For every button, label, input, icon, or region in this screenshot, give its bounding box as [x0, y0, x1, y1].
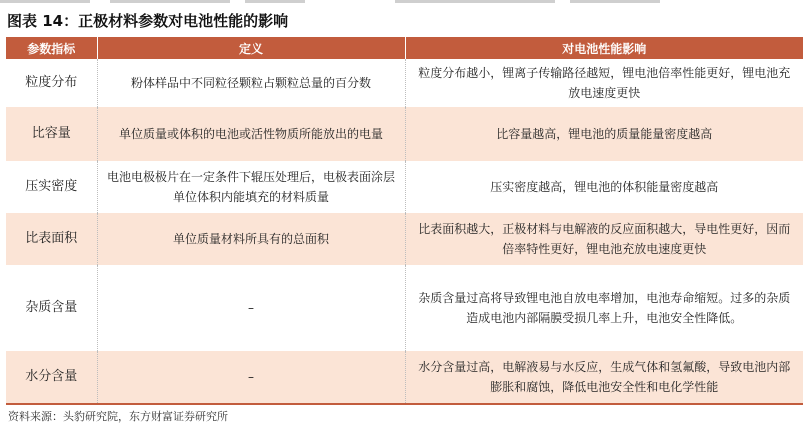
definition-cell: 单位质量材料所具有的总面积: [97, 213, 405, 265]
param-cell: 水分含量: [6, 351, 97, 404]
table-header-row: [6, 37, 803, 59]
param-cell: 粒度分布: [6, 59, 97, 107]
param-table: [6, 37, 803, 405]
table-row: [6, 59, 803, 107]
definition-cell: –: [97, 351, 405, 404]
header-param: 参数指标: [6, 37, 97, 59]
cropped-top-strip: [0, 0, 809, 6]
param-cell: 压实密度: [6, 161, 97, 213]
definition-cell: 粉体样品中不同粒径颗粒占颗粒总量的百分数: [97, 59, 405, 107]
impact-cell: 杂质含量过高将导致锂电池自放电率增加，电池寿命缩短。过多的杂质造成电池内部隔膜受损几率上升，电池安全性降低。: [405, 265, 803, 351]
table-row: [6, 161, 803, 213]
header-impact: 对电池性能影响: [405, 37, 803, 59]
impact-cell: 比表面积越大，正极材料与电解液的反应面积越大，导电性更好，因而倍率特性更好，锂电池充放电速度更快: [405, 213, 803, 265]
impact-cell: 压实密度越高，锂电池的体积能量密度越高: [405, 161, 803, 213]
definition-cell: 单位质量或体积的电池或活性物质所能放出的电量: [97, 107, 405, 161]
table-row: [6, 351, 803, 404]
definition-cell: 电池电极极片在一定条件下辊压处理后，电极表面涂层单位体积内能填充的材料质量: [97, 161, 405, 213]
param-cell: 杂质含量: [6, 265, 97, 351]
param-cell: 比表面积: [6, 213, 97, 265]
figure-title: 图表 14：正极材料参数对电池性能的影响: [7, 12, 289, 30]
impact-cell: 粒度分布越小，锂离子传输路径越短，锂电池倍率性能更好，锂电池充放电速度更快: [405, 59, 803, 107]
table-row: [6, 265, 803, 351]
definition-cell: –: [97, 265, 405, 351]
param-cell: 比容量: [6, 107, 97, 161]
impact-cell: 水分含量过高，电解液易与水反应，生成气体和氢氟酸，导致电池内部膨胀和腐蚀，降低电池安全性和电化学性能: [405, 351, 803, 404]
impact-cell: 比容量越高，锂电池的质量能量密度越高: [405, 107, 803, 161]
header-definition: 定义: [97, 37, 405, 59]
table-row: [6, 107, 803, 161]
table-row: [6, 213, 803, 265]
source-note: 资料来源：头豹研究院，东方财富证券研究所: [8, 410, 228, 423]
